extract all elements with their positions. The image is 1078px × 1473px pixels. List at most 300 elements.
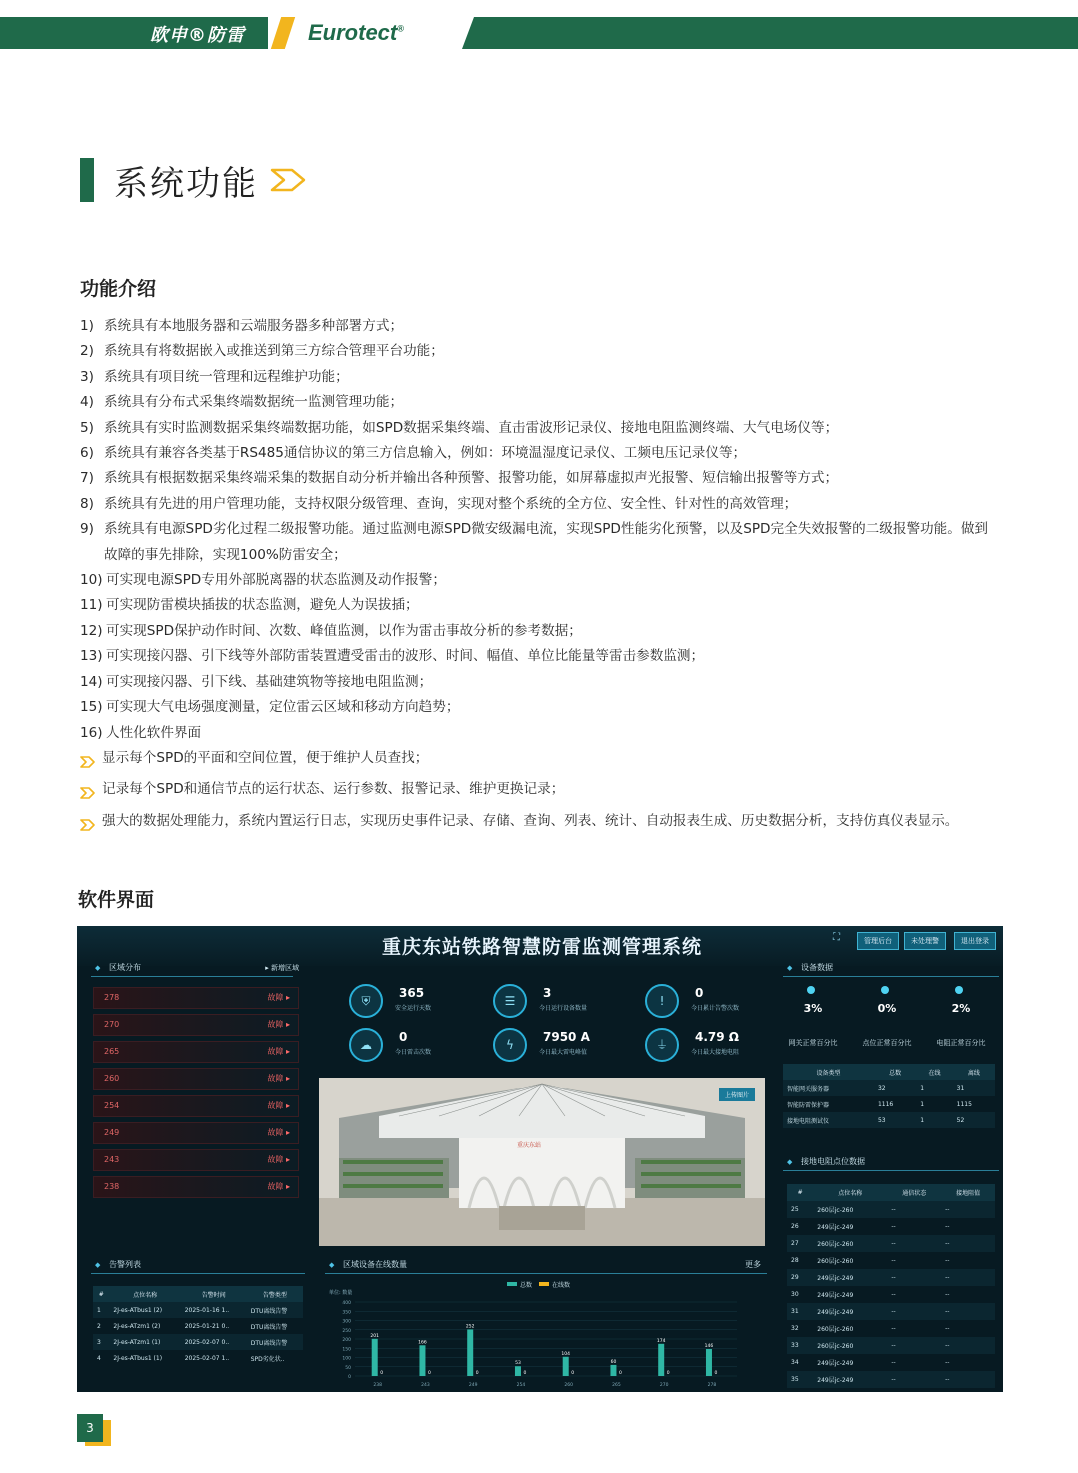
feature-number: 13) bbox=[80, 648, 103, 665]
table-cell: 1 bbox=[916, 1112, 952, 1128]
ground-panel-title: 接地电阻点位数据 bbox=[801, 1157, 865, 1166]
table-cell: 260层jc-260 bbox=[813, 1337, 887, 1354]
bar-value-label: 166 bbox=[418, 1340, 427, 1346]
table-row[interactable] bbox=[787, 1371, 995, 1388]
brand-logo-en: Eurotect® bbox=[308, 20, 404, 45]
feature-item bbox=[80, 695, 990, 720]
feature-text: 可实现SPD保护动作时间、次数、峰值监测，以作为雷击事故分析的参考数据； bbox=[106, 622, 582, 639]
feature-item bbox=[80, 670, 990, 695]
table-header-cell: 离线 bbox=[953, 1064, 995, 1080]
table-cell: -- bbox=[945, 1359, 950, 1366]
shield-icon: ⛨ bbox=[349, 984, 383, 1018]
stat-value: 365 bbox=[399, 986, 425, 1000]
table-cell: 1 bbox=[916, 1080, 952, 1096]
table-cell: 32 bbox=[874, 1080, 916, 1096]
table-cell: 30 bbox=[791, 1291, 799, 1298]
table-cell: 31 bbox=[953, 1080, 995, 1096]
region-code: 278 bbox=[104, 993, 120, 1002]
table-cell: 27 bbox=[787, 1235, 813, 1252]
feature-text: 系统具有项目统一管理和远程维护功能； bbox=[104, 368, 349, 385]
table-cell: -- bbox=[891, 1257, 896, 1264]
feature-text: 人性化软件界面 bbox=[106, 724, 202, 741]
region-code: 238 bbox=[104, 1182, 120, 1191]
percentage-label: 网关正常百分比 bbox=[788, 1039, 838, 1047]
software-heading: 软件界面 bbox=[78, 889, 155, 911]
feature-number: 16) bbox=[80, 724, 103, 741]
feature-number: 3) bbox=[80, 368, 94, 385]
feature-item bbox=[80, 466, 990, 491]
table-header-cell: 总数 bbox=[874, 1064, 916, 1080]
legend-label: 在线数 bbox=[552, 1282, 571, 1289]
stat-card bbox=[493, 984, 623, 1018]
feature-item bbox=[80, 644, 990, 669]
stat-value: 0 bbox=[695, 986, 704, 1000]
region-row[interactable] bbox=[93, 987, 299, 1009]
table-cell: DTU离线告警 bbox=[247, 1334, 303, 1350]
feature-item bbox=[80, 517, 990, 568]
table-row[interactable] bbox=[783, 1096, 995, 1112]
region-status: 故障 ▸ bbox=[267, 1182, 290, 1191]
table-cell: 3 bbox=[93, 1334, 109, 1350]
device-panel-header bbox=[783, 960, 999, 977]
stat-card bbox=[645, 1028, 775, 1062]
table-cell: -- bbox=[941, 1337, 995, 1354]
x-tick-label: 254 bbox=[516, 1383, 526, 1388]
table-cell: 2025-01-16 1.. bbox=[181, 1302, 247, 1318]
region-row[interactable] bbox=[93, 1149, 299, 1171]
stat-card bbox=[349, 984, 479, 1018]
feature-text: 系统具有将数据嵌入或推送到第三方综合管理平台功能； bbox=[104, 343, 444, 360]
region-row[interactable] bbox=[93, 1095, 299, 1117]
table-cell: -- bbox=[887, 1269, 941, 1286]
y-tick-label: 150 bbox=[342, 1347, 351, 1353]
sub-feature-item bbox=[80, 746, 990, 777]
stat-label: 今日最大雷电峰值 bbox=[539, 1049, 588, 1056]
device-panel-title: 设备数据 bbox=[801, 963, 833, 972]
device-table bbox=[783, 1064, 995, 1128]
table-cell: 52 bbox=[953, 1112, 995, 1128]
ground-panel-header bbox=[783, 1154, 999, 1171]
region-status: 故障 ▸ bbox=[267, 1074, 290, 1083]
feature-item bbox=[80, 492, 990, 517]
x-tick-label: 265 bbox=[612, 1383, 621, 1388]
region-code: 243 bbox=[104, 1155, 120, 1164]
table-cell: 2025-01-21 0.. bbox=[184, 1322, 230, 1330]
sub-feature-item bbox=[80, 777, 990, 808]
table-cell: 249层jc-249 bbox=[813, 1269, 887, 1286]
station-photo bbox=[319, 1078, 765, 1246]
y-tick-label: 100 bbox=[342, 1356, 351, 1362]
table-header-cell: 告警时间 bbox=[181, 1286, 247, 1302]
feature-number: 5) bbox=[80, 419, 94, 436]
bar-value-label: 0 bbox=[714, 1371, 718, 1376]
table-cell: -- bbox=[887, 1371, 941, 1388]
table-cell: -- bbox=[941, 1371, 995, 1388]
header-accent-slash bbox=[271, 17, 295, 49]
table-cell: -- bbox=[887, 1303, 941, 1320]
sub-feature-item bbox=[80, 809, 990, 840]
region-row[interactable] bbox=[93, 1176, 299, 1198]
feature-item bbox=[80, 568, 990, 593]
bar-value-label: 53 bbox=[515, 1361, 521, 1367]
page-number: 3 bbox=[77, 1414, 103, 1442]
page-header bbox=[0, 0, 1078, 50]
region-status: 故障 ▸ bbox=[267, 1101, 290, 1110]
table-cell: 2025-02-07 1.. bbox=[184, 1354, 230, 1362]
feature-number: 1) bbox=[80, 318, 94, 334]
table-cell: 249层jc-249 bbox=[817, 1360, 854, 1367]
bar-value-label: 60 bbox=[610, 1359, 617, 1365]
table-cell: -- bbox=[891, 1223, 896, 1230]
table-cell: 29 bbox=[787, 1269, 813, 1286]
sub-feature-text: 强大的数据处理能力，系统内置运行日志，实现历史事件记录、存储、查询、列表、统计、自动报表生成、历史数据分析，支持仿真仪表显示。 bbox=[102, 812, 959, 829]
table-cell: 1116 bbox=[877, 1100, 894, 1108]
bar[interactable] bbox=[563, 1357, 569, 1376]
feature-number: 4) bbox=[80, 394, 94, 411]
bar[interactable] bbox=[658, 1344, 664, 1376]
add-region-link[interactable]: ▸ 新增区域 bbox=[265, 964, 299, 972]
table-row[interactable] bbox=[787, 1269, 995, 1286]
table-cell: 260层jc-260 bbox=[813, 1235, 887, 1252]
table-cell: -- bbox=[941, 1303, 995, 1320]
bar-value-label: 201 bbox=[370, 1333, 380, 1339]
sub-feature-text: 记录每个SPD和通信节点的运行状态、运行参数、报警记录、维护更换记录； bbox=[102, 781, 565, 798]
bar-value-label: 174 bbox=[656, 1338, 666, 1344]
percentage-value: 2% bbox=[951, 1002, 971, 1015]
table-row[interactable] bbox=[93, 1334, 303, 1350]
x-tick-label: 249 bbox=[468, 1383, 478, 1388]
feature-text: 系统具有分布式采集终端数据统一监测管理功能； bbox=[104, 394, 404, 411]
bar-value-label: 0 bbox=[523, 1371, 527, 1376]
sub-feature-text: 显示每个SPD的平面和空间位置，便于维护人员查找； bbox=[102, 749, 429, 766]
system-title: 重庆东站铁路智慧防雷监测管理系统 bbox=[381, 936, 702, 958]
y-tick-label: 350 bbox=[342, 1310, 351, 1316]
region-row[interactable] bbox=[93, 1068, 299, 1090]
feature-text: 系统具有本地服务器和云端服务器多种部署方式； bbox=[104, 318, 404, 334]
feature-text: 可实现大气电场强度测量，定位雷云区域和移动方向趋势； bbox=[106, 699, 460, 716]
table-row[interactable] bbox=[787, 1252, 995, 1269]
table-row[interactable] bbox=[787, 1303, 995, 1320]
table-cell: 249层jc-249 bbox=[817, 1224, 854, 1231]
chevron-icon bbox=[80, 809, 102, 840]
legend-swatch-online bbox=[539, 1282, 549, 1286]
region-code: 265 bbox=[104, 1047, 120, 1056]
bar-value-label: 0 bbox=[666, 1371, 670, 1376]
table-cell: -- bbox=[941, 1235, 995, 1252]
alarm-panel-header bbox=[91, 1257, 305, 1274]
feature-item bbox=[80, 441, 990, 466]
table-cell: -- bbox=[891, 1291, 896, 1298]
region-row[interactable] bbox=[93, 1122, 299, 1144]
bar[interactable] bbox=[706, 1349, 712, 1376]
double-chevron-icon bbox=[270, 166, 310, 194]
table-cell: 33 bbox=[787, 1337, 813, 1354]
table-header-cell: 点位名称 bbox=[813, 1184, 887, 1201]
stat-label: 今日运行设备数量 bbox=[539, 1005, 588, 1012]
feature-item bbox=[80, 619, 990, 644]
table-cell: -- bbox=[887, 1235, 941, 1252]
table-cell: 260层jc-260 bbox=[817, 1258, 854, 1265]
table-header-cell: 设备类型 bbox=[783, 1064, 874, 1080]
stat-label: 安全运行天数 bbox=[395, 1005, 432, 1012]
bar-value-label: 104 bbox=[561, 1351, 571, 1357]
stat-value: 0 bbox=[399, 1030, 408, 1044]
table-cell: -- bbox=[887, 1201, 941, 1218]
unhandled-alarm-button[interactable]: 未处理警 bbox=[904, 932, 946, 950]
chevron-icon bbox=[80, 777, 102, 808]
table-cell: 249层jc-249 bbox=[813, 1303, 887, 1320]
table-cell: -- bbox=[941, 1269, 995, 1286]
stat-label: 今日累计告警次数 bbox=[691, 1005, 740, 1012]
feature-text: 可实现接闪器、引下线、基础建筑物等接地电阻监测； bbox=[106, 673, 433, 690]
table-cell: 249层jc-249 bbox=[813, 1371, 887, 1388]
feature-item bbox=[80, 721, 990, 746]
table-cell: SPD劣化状.. bbox=[250, 1355, 285, 1363]
y-tick-label: 300 bbox=[342, 1319, 351, 1325]
table-cell: 35 bbox=[787, 1371, 813, 1388]
table-row[interactable] bbox=[787, 1218, 995, 1235]
table-cell: 260层jc-260 bbox=[817, 1326, 854, 1333]
region-code: 260 bbox=[104, 1074, 120, 1083]
legend-swatch-total bbox=[507, 1282, 517, 1286]
stat-value: 4.79 Ω bbox=[695, 1030, 739, 1044]
region-status: 故障 ▸ bbox=[267, 1128, 290, 1137]
table-row[interactable] bbox=[93, 1350, 303, 1366]
ground-table bbox=[787, 1184, 995, 1388]
feature-number: 11) bbox=[80, 597, 103, 614]
table-header-cell: 点位名称 bbox=[109, 1286, 180, 1302]
table-cell: -- bbox=[945, 1223, 950, 1230]
table-cell: 2025-02-07 0.. bbox=[181, 1334, 247, 1350]
feature-number: 6) bbox=[80, 445, 94, 462]
bar[interactable] bbox=[515, 1366, 521, 1376]
table-header-cell: 通信状态 bbox=[887, 1184, 941, 1201]
x-tick-label: 238 bbox=[373, 1383, 383, 1388]
table-cell: 2J-es-ATbus1 (1) bbox=[113, 1354, 163, 1362]
table-header-row bbox=[787, 1184, 995, 1201]
feature-text: 可实现接闪器、引下线等外部防雷装置遭受雷击的波形、时间、幅值、单位比能量等雷击参数监测； bbox=[106, 648, 705, 665]
feature-item bbox=[80, 390, 990, 415]
bar-value-label: 252 bbox=[465, 1324, 475, 1330]
table-cell: 1 bbox=[93, 1302, 109, 1318]
feature-text: 可实现电源SPD专用外部脱离器的状态监测及动作报警； bbox=[106, 572, 446, 589]
feature-text: 系统具有实时监测数据采集终端数据功能，如SPD数据采集终端、直击雷波形记录仪、接地电阻监测终端、大气电场仪等； bbox=[104, 419, 839, 436]
table-row[interactable] bbox=[93, 1318, 303, 1334]
feature-number: 2) bbox=[80, 343, 94, 360]
table-row[interactable] bbox=[93, 1302, 303, 1318]
feature-text: 系统具有兼容各类基于RS485通信协议的第三方信息输入，例如：环境温湿度记录仪、工频电压记录仪等； bbox=[104, 445, 747, 462]
table-header-cell: # bbox=[93, 1286, 109, 1302]
table-cell: 1115 bbox=[956, 1100, 972, 1108]
table-header-row bbox=[93, 1286, 303, 1302]
upload-image-button[interactable]: 上传图片 bbox=[719, 1088, 755, 1101]
table-row[interactable] bbox=[787, 1286, 995, 1303]
stat-card bbox=[349, 1028, 479, 1062]
stat-card bbox=[645, 984, 775, 1018]
table-cell: 2J-es-ATbus1 (2) bbox=[109, 1302, 180, 1318]
feature-number: 7) bbox=[80, 470, 94, 487]
y-tick-label: 250 bbox=[342, 1328, 351, 1334]
table-header-cell: 告警类型 bbox=[247, 1286, 303, 1302]
bolt-icon: ☁ bbox=[349, 1028, 383, 1062]
feature-number: 9) bbox=[80, 521, 94, 538]
online-panel-title: 区域设备在线数量 bbox=[343, 1260, 407, 1269]
station-sign: 重庆东站 bbox=[517, 1142, 542, 1149]
bar[interactable] bbox=[419, 1345, 425, 1376]
stat-card bbox=[493, 1028, 623, 1062]
table-row[interactable] bbox=[787, 1320, 995, 1337]
bar-value-label: 0 bbox=[475, 1371, 479, 1376]
region-panel-title: 区域分布 bbox=[109, 963, 141, 972]
table-cell: 4 bbox=[97, 1354, 101, 1362]
x-tick-label: 243 bbox=[421, 1383, 430, 1388]
chevron-icon bbox=[80, 746, 102, 777]
stat-label: 今日最大接地电阻 bbox=[691, 1049, 740, 1056]
table-header-row bbox=[783, 1064, 995, 1080]
table-row[interactable] bbox=[783, 1112, 995, 1128]
y-tick-label: 0 bbox=[348, 1375, 351, 1380]
stat-label: 今日雷击次数 bbox=[395, 1049, 432, 1056]
table-cell: 32 bbox=[791, 1325, 799, 1332]
y-tick-label: 200 bbox=[342, 1338, 351, 1343]
x-tick-label: 270 bbox=[659, 1383, 669, 1388]
table-cell: 接地电阻测试仪 bbox=[783, 1112, 874, 1128]
feature-item bbox=[80, 339, 990, 364]
percentage-value: 3% bbox=[803, 1002, 823, 1015]
ground-icon: ⏚ bbox=[645, 1028, 679, 1062]
region-code: 270 bbox=[104, 1020, 120, 1029]
section-title bbox=[80, 158, 310, 202]
table-row[interactable] bbox=[787, 1337, 995, 1354]
table-header-cell: 在线 bbox=[916, 1064, 952, 1080]
feature-text: 系统具有根据数据采集终端采集的数据自动分析并输出各种预警、报警功能，如屏幕虚拟声光报警、短信输出报警等方式； bbox=[104, 470, 839, 487]
table-row[interactable] bbox=[787, 1235, 995, 1252]
region-code: 254 bbox=[104, 1101, 120, 1110]
list-icon: ☰ bbox=[493, 984, 527, 1018]
feature-number: 10) bbox=[80, 572, 103, 589]
stat-value: 3 bbox=[543, 986, 552, 1000]
table-cell: -- bbox=[887, 1337, 941, 1354]
bar-value-label: 0 bbox=[380, 1371, 384, 1376]
feature-item bbox=[80, 365, 990, 390]
table-cell: -- bbox=[891, 1359, 896, 1366]
table-cell: 2J-es-ATzm1 (1) bbox=[109, 1334, 180, 1350]
feature-list bbox=[80, 314, 990, 840]
online-panel-header bbox=[325, 1257, 767, 1274]
table-cell: 260层jc-260 bbox=[813, 1201, 887, 1218]
feature-number: 15) bbox=[80, 699, 103, 716]
table-cell: 1 bbox=[920, 1100, 925, 1108]
software-screenshot bbox=[77, 926, 1003, 1392]
feature-item bbox=[80, 416, 990, 441]
status-dot-icon bbox=[807, 986, 815, 994]
legend-label: 总数 bbox=[520, 1282, 533, 1289]
percentage-label: 点位正常百分比 bbox=[862, 1039, 912, 1047]
table-cell: -- bbox=[945, 1291, 950, 1298]
feature-text: 系统具有电源SPD劣化过程二级报警功能。通过监测电源SPD微安级漏电流，实现SPD性能劣化预警，以及SPD完全失效报警的二级报警功能。做到故障的事先排除，实现100%防雷安全； bbox=[104, 521, 989, 563]
y-axis-label: 单位: 数量 bbox=[329, 1290, 353, 1296]
percentage-label: 电阻正常百分比 bbox=[936, 1039, 986, 1047]
region-status: 故障 ▸ bbox=[267, 1155, 290, 1164]
region-status: 故障 ▸ bbox=[267, 993, 290, 1002]
region-status: 故障 ▸ bbox=[267, 1047, 290, 1056]
y-tick-label: 400 bbox=[342, 1301, 351, 1306]
table-row[interactable] bbox=[783, 1080, 995, 1096]
table-cell: 249层jc-249 bbox=[817, 1292, 854, 1299]
bar-value-label: 0 bbox=[619, 1371, 622, 1376]
header-band-right bbox=[462, 17, 1078, 49]
stat-value: 7950 A bbox=[543, 1030, 590, 1044]
admin-button[interactable]: 管理后台 bbox=[857, 932, 899, 950]
station-model-image bbox=[319, 1078, 765, 1246]
table-row[interactable] bbox=[787, 1201, 995, 1218]
online-bar-chart bbox=[327, 1280, 747, 1390]
region-code: 249 bbox=[104, 1128, 120, 1137]
feature-number: 8) bbox=[80, 495, 94, 512]
region-row[interactable] bbox=[93, 1041, 299, 1063]
feature-item bbox=[80, 593, 990, 618]
brand-logo-cn: 欧申®防雷 bbox=[150, 25, 245, 46]
bar[interactable] bbox=[467, 1329, 473, 1376]
table-cell: 34 bbox=[791, 1359, 799, 1366]
table-row[interactable] bbox=[787, 1354, 995, 1371]
table-cell: -- bbox=[941, 1201, 995, 1218]
table-header-cell: # bbox=[787, 1184, 813, 1201]
table-cell: -- bbox=[945, 1257, 950, 1264]
intro-heading: 功能介绍 bbox=[80, 278, 157, 300]
table-cell: 2 bbox=[97, 1322, 101, 1330]
logout-button[interactable]: 退出登录 bbox=[954, 932, 996, 950]
percentage-value: 0% bbox=[877, 1002, 897, 1015]
section-title-bar bbox=[80, 158, 94, 202]
bar[interactable] bbox=[610, 1365, 616, 1376]
table-cell: 智能网关服务器 bbox=[783, 1080, 874, 1096]
table-header-cell: 接地阻值 bbox=[941, 1184, 995, 1201]
feature-number: 12) bbox=[80, 622, 103, 639]
table-cell: 智能防雷保护器 bbox=[787, 1101, 830, 1109]
alarm-panel-title: 告警列表 bbox=[109, 1260, 141, 1269]
fullscreen-icon[interactable]: ⛶ bbox=[833, 932, 840, 943]
alert-icon: ! bbox=[645, 984, 679, 1018]
table-cell: -- bbox=[945, 1325, 950, 1332]
feature-text: 可实现防雷模块插拔的状态监测，避免人为误拔插； bbox=[106, 597, 419, 614]
table-cell: 26 bbox=[791, 1223, 799, 1230]
alarm-table bbox=[93, 1286, 303, 1366]
current-icon: ϟ bbox=[493, 1028, 527, 1062]
table-cell: 53 bbox=[874, 1112, 916, 1128]
table-cell: 31 bbox=[787, 1303, 813, 1320]
status-dot-icon bbox=[955, 986, 963, 994]
region-row[interactable] bbox=[93, 1014, 299, 1036]
section-title-text: 系统功能 bbox=[114, 163, 258, 204]
feature-item bbox=[80, 314, 990, 339]
feature-text: 系统具有先进的用户管理功能，支持权限分级管理、查询，实现对整个系统的全方位、安全性、针对性的高效管理； bbox=[104, 495, 798, 512]
region-status: 故障 ▸ bbox=[267, 1020, 290, 1029]
table-cell: DTU离线告警 bbox=[247, 1302, 303, 1318]
table-cell: -- bbox=[891, 1325, 896, 1332]
more-link[interactable]: 更多 bbox=[745, 1260, 761, 1269]
table-cell: 25 bbox=[787, 1201, 813, 1218]
x-tick-label: 278 bbox=[707, 1383, 717, 1388]
x-tick-label: 260 bbox=[564, 1383, 574, 1388]
bar[interactable] bbox=[372, 1339, 378, 1376]
bar-value-label: 0 bbox=[428, 1371, 431, 1376]
bar-value-label: 146 bbox=[704, 1343, 714, 1349]
region-panel-header bbox=[91, 960, 299, 977]
table-cell: 2J-es-ATzm1 (2) bbox=[113, 1322, 161, 1330]
bar-value-label: 0 bbox=[571, 1371, 575, 1376]
table-cell: 28 bbox=[791, 1257, 799, 1264]
